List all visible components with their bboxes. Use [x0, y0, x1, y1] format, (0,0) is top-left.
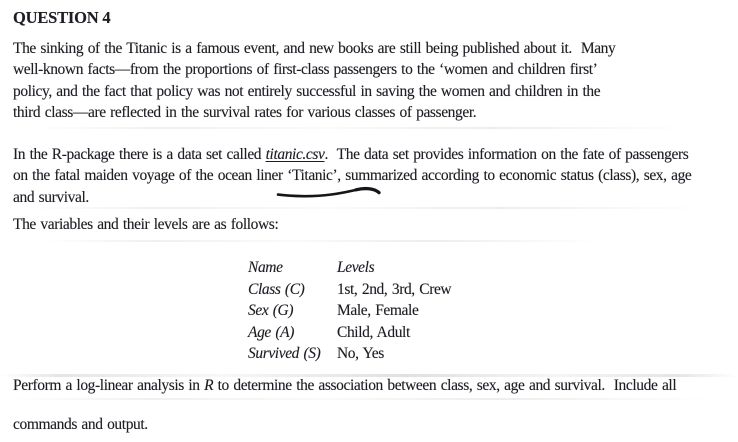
text-line: well-known facts—from the proportions of first-class passengers to the ‘women and children first’: [13, 61, 598, 78]
variable-name: Survived (S): [248, 345, 321, 362]
intro-paragraph: [13, 38, 615, 124]
r-language-name: R: [204, 376, 214, 394]
variables-intro: The variables and their levels are as follows:: [13, 216, 279, 233]
pen-stroke-end: [356, 189, 379, 193]
text-segment: Perform a log-linear analysis in: [13, 376, 205, 394]
task-paragraph-line2: commands and output.: [13, 416, 148, 433]
table-row: [248, 300, 451, 322]
column-header-name: Name: [248, 259, 283, 276]
scan-artifact-streak: [30, 127, 690, 129]
pen-stroke: [278, 189, 358, 196]
variable-name: Class (C): [248, 280, 305, 298]
pen-underline-annotation: [276, 183, 386, 199]
text-line: policy, and the fact that policy was not entirely successful in saving the women and children in the: [13, 82, 601, 100]
table-row: [248, 322, 451, 344]
scan-artifact-streak: [40, 240, 600, 242]
question-heading: QUESTION 4: [13, 8, 111, 27]
variable-name: Age (A): [248, 323, 294, 341]
text-line: and survival.: [13, 188, 89, 206]
variables-table: [248, 257, 451, 365]
text-segment: . The data set provides information on the fate of passengers: [324, 145, 689, 163]
text-segment: to determine the association between class, sex, age and survival. Include all: [213, 376, 677, 394]
table-row: [248, 343, 451, 365]
table-header-row: [248, 257, 451, 279]
variable-levels: 1st, 2nd, 3rd, Crew: [337, 280, 452, 298]
variable-name: Sex (G): [248, 302, 294, 319]
table-row: [248, 279, 451, 301]
text-line: third class—are reflected in the survival rates for various classes of passenger.: [13, 104, 477, 121]
dataset-filename: titanic.csv: [265, 145, 325, 163]
text-line: on the fatal maiden voyage of the ocean liner ‘Titanic’, summarized according to economic status (class), sex, age: [13, 167, 692, 184]
variable-levels: Child, Adult: [337, 323, 410, 341]
column-header-levels: Levels: [337, 259, 375, 276]
text-segment: In the R-package there is a data set called: [13, 145, 266, 163]
text-line: [13, 144, 691, 166]
variable-levels: No, Yes: [337, 345, 384, 362]
text-line: The sinking of the Titanic is a famous event, and new books are still being published about it. Many: [13, 39, 616, 57]
variable-levels: Male, Female: [337, 302, 419, 319]
task-paragraph-line1: [13, 375, 676, 397]
scan-artifact-streak: [10, 398, 710, 400]
